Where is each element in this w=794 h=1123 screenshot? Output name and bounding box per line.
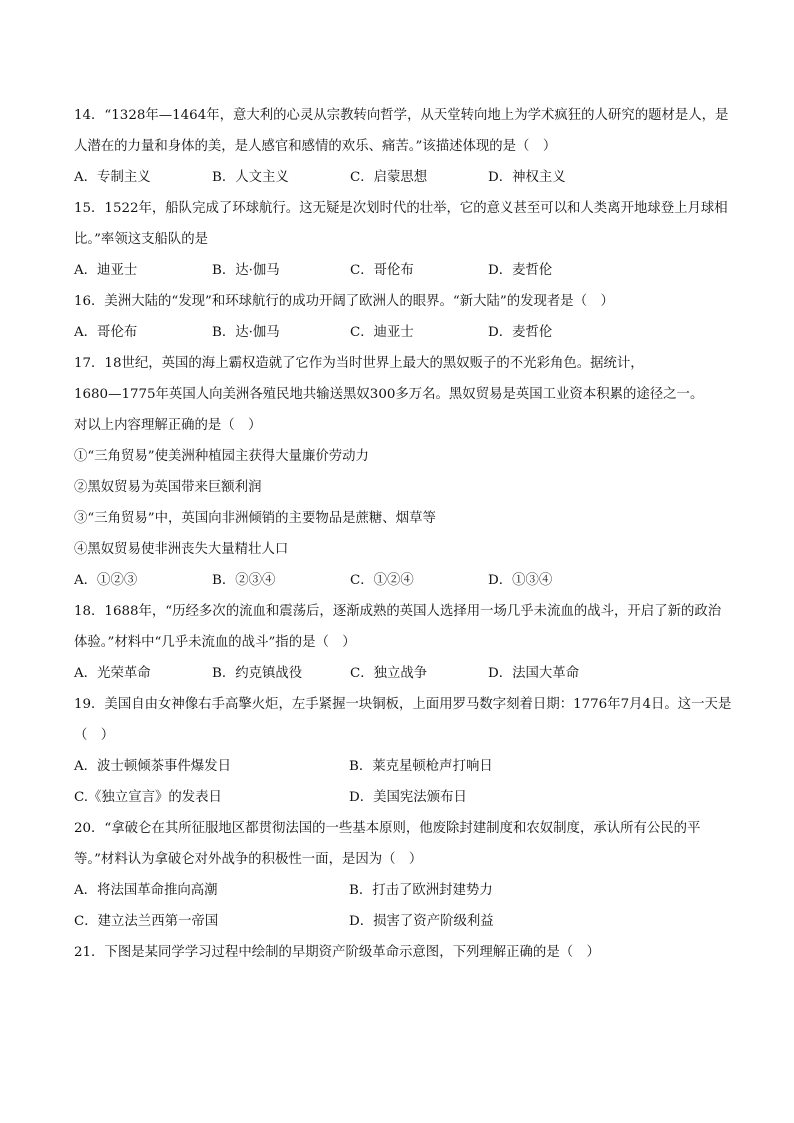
question-20-stem: 20．“拿破仑在其所征服地区都贯彻法国的一些基本原则，他废除封建制度和农奴制度，承认所有公民的平等。”材料认为拿破仑对外战争的积极性一面，是因为（ ） [74, 821, 701, 867]
question-19-option-b[interactable]: B．莱克星顿枪声打响日 [349, 759, 493, 774]
question-19-option-a[interactable]: A．波士顿倾茶事件爆发日 [74, 759, 231, 774]
question-19-options-row-2 [74, 782, 734, 813]
question-16-option-b[interactable]: B．达·伽马 [212, 325, 280, 340]
question-14-option-a[interactable]: A．专制主义 [74, 170, 151, 185]
question-17-statement-1: ①“三角贸易”使美洲种植园主获得大量廉价劳动力 [74, 449, 369, 464]
question-16-option-c[interactable]: C．迪亚士 [350, 325, 414, 340]
question-15-option-d[interactable]: D．麦哲伦 [488, 263, 553, 278]
question-20-options-row-1 [74, 875, 734, 906]
question-20-option-b[interactable]: B．打击了欧洲封建势力 [349, 883, 493, 898]
question-20-options-row-2 [74, 906, 734, 937]
question-17-statement-3: ③“三角贸易”中，英国向非洲倾销的主要物品是蔗糖、烟草等 [74, 511, 436, 526]
question-18-stem: 18．1688年，“历经多次的流血和震荡后，逐渐成熟的英国人选择用一场几乎未流血的战斗，开启了新的政治体验。”材料中“几乎未流血的战斗”指的是（ ） [74, 604, 722, 650]
question-18-option-d[interactable]: D．法国大革命 [488, 666, 580, 681]
question-17-option-b[interactable]: B．②③④ [212, 573, 276, 588]
question-14-option-c[interactable]: C．启蒙思想 [350, 170, 428, 185]
question-list [74, 100, 734, 968]
question-16-stem: 16．美洲大陆的“发现”和环球航行的成功开阔了欧洲人的眼界。“新大陆”的发现者是（ ） [74, 294, 614, 309]
question-17-options [74, 565, 734, 596]
question-18-option-a[interactable]: A．光荣革命 [74, 666, 151, 681]
question-19-option-c[interactable]: C.《独立宣言》的发表日 [74, 790, 222, 805]
question-15-options [74, 255, 734, 286]
question-15-option-c[interactable]: C．哥伦布 [350, 263, 414, 278]
question-17-statement-2: ②黑奴贸易为英国带来巨额利润 [74, 480, 262, 495]
question-17-option-c[interactable]: C．①②④ [350, 573, 414, 588]
question-15-option-b[interactable]: B．达·伽马 [212, 263, 280, 278]
question-19-options-row-1 [74, 751, 734, 782]
question-17-stem-line-3: 对以上内容理解正确的是（ ） [74, 418, 262, 433]
question-17-option-d[interactable]: D．①③④ [488, 573, 553, 588]
question-15-stem: 15．1522年，船队完成了环球航行。这无疑是次划时代的壮举，它的意义甚至可以和人类离开地球登上月球相比。”率领这支船队的是 [74, 201, 728, 247]
question-18-option-c[interactable]: C．独立战争 [350, 666, 428, 681]
question-19-option-d[interactable]: D．美国宪法颁布日 [349, 790, 467, 805]
question-14-option-d[interactable]: D．神权主义 [488, 170, 566, 185]
question-17-stem-line-1: 17．18世纪，英国的海上霸权造就了它作为当时世界上最大的黑奴贩子的不光彩角色。据统计， [74, 356, 644, 371]
question-15-option-a[interactable]: A．迪亚士 [74, 263, 138, 278]
question-17-option-a[interactable]: A．①②③ [74, 573, 138, 588]
question-16-options [74, 317, 734, 348]
question-20-option-a[interactable]: A．将法国革命推向高潮 [74, 883, 218, 898]
question-21-stem: 21．下图是某同学学习过程中绘制的早期资产阶级革命示意图，下列理解正确的是（ ） [74, 945, 600, 960]
question-19-stem: 19．美国自由女神像右手高擎火炬，左手紧握一块铜板，上面用罗马数字刻着日期：1776年7月4日。这一天是（ ） [74, 697, 732, 743]
question-14-options [74, 162, 734, 193]
question-16-option-a[interactable]: A．哥伦布 [74, 325, 138, 340]
question-14-option-b[interactable]: B．人文主义 [212, 170, 289, 185]
question-17-statement-4: ④黑奴贸易使非洲丧失大量精壮人口 [74, 542, 289, 557]
question-20-option-d[interactable]: D．损害了资产阶级利益 [349, 914, 494, 929]
question-18-options [74, 658, 734, 689]
question-17-stem-line-2: 1680—1775年英国人向美洲各殖民地共输送黑奴300多万名。黑奴贸易是英国工业资本积累的途径之一。 [74, 387, 704, 402]
question-18-option-b[interactable]: B．约克镇战役 [212, 666, 303, 681]
question-16-option-d[interactable]: D．麦哲伦 [488, 325, 553, 340]
question-20-option-c[interactable]: C．建立法兰西第一帝国 [74, 914, 219, 929]
question-14-stem: 14．“1328年—1464年，意大利的心灵从宗教转向哲学，从天堂转向地上为学术疯狂的人研究的题材是人，是人潜在的力量和身体的美，是人感官和感情的欢乐、痛苦。”该描述体现的是（ ） [74, 108, 729, 154]
